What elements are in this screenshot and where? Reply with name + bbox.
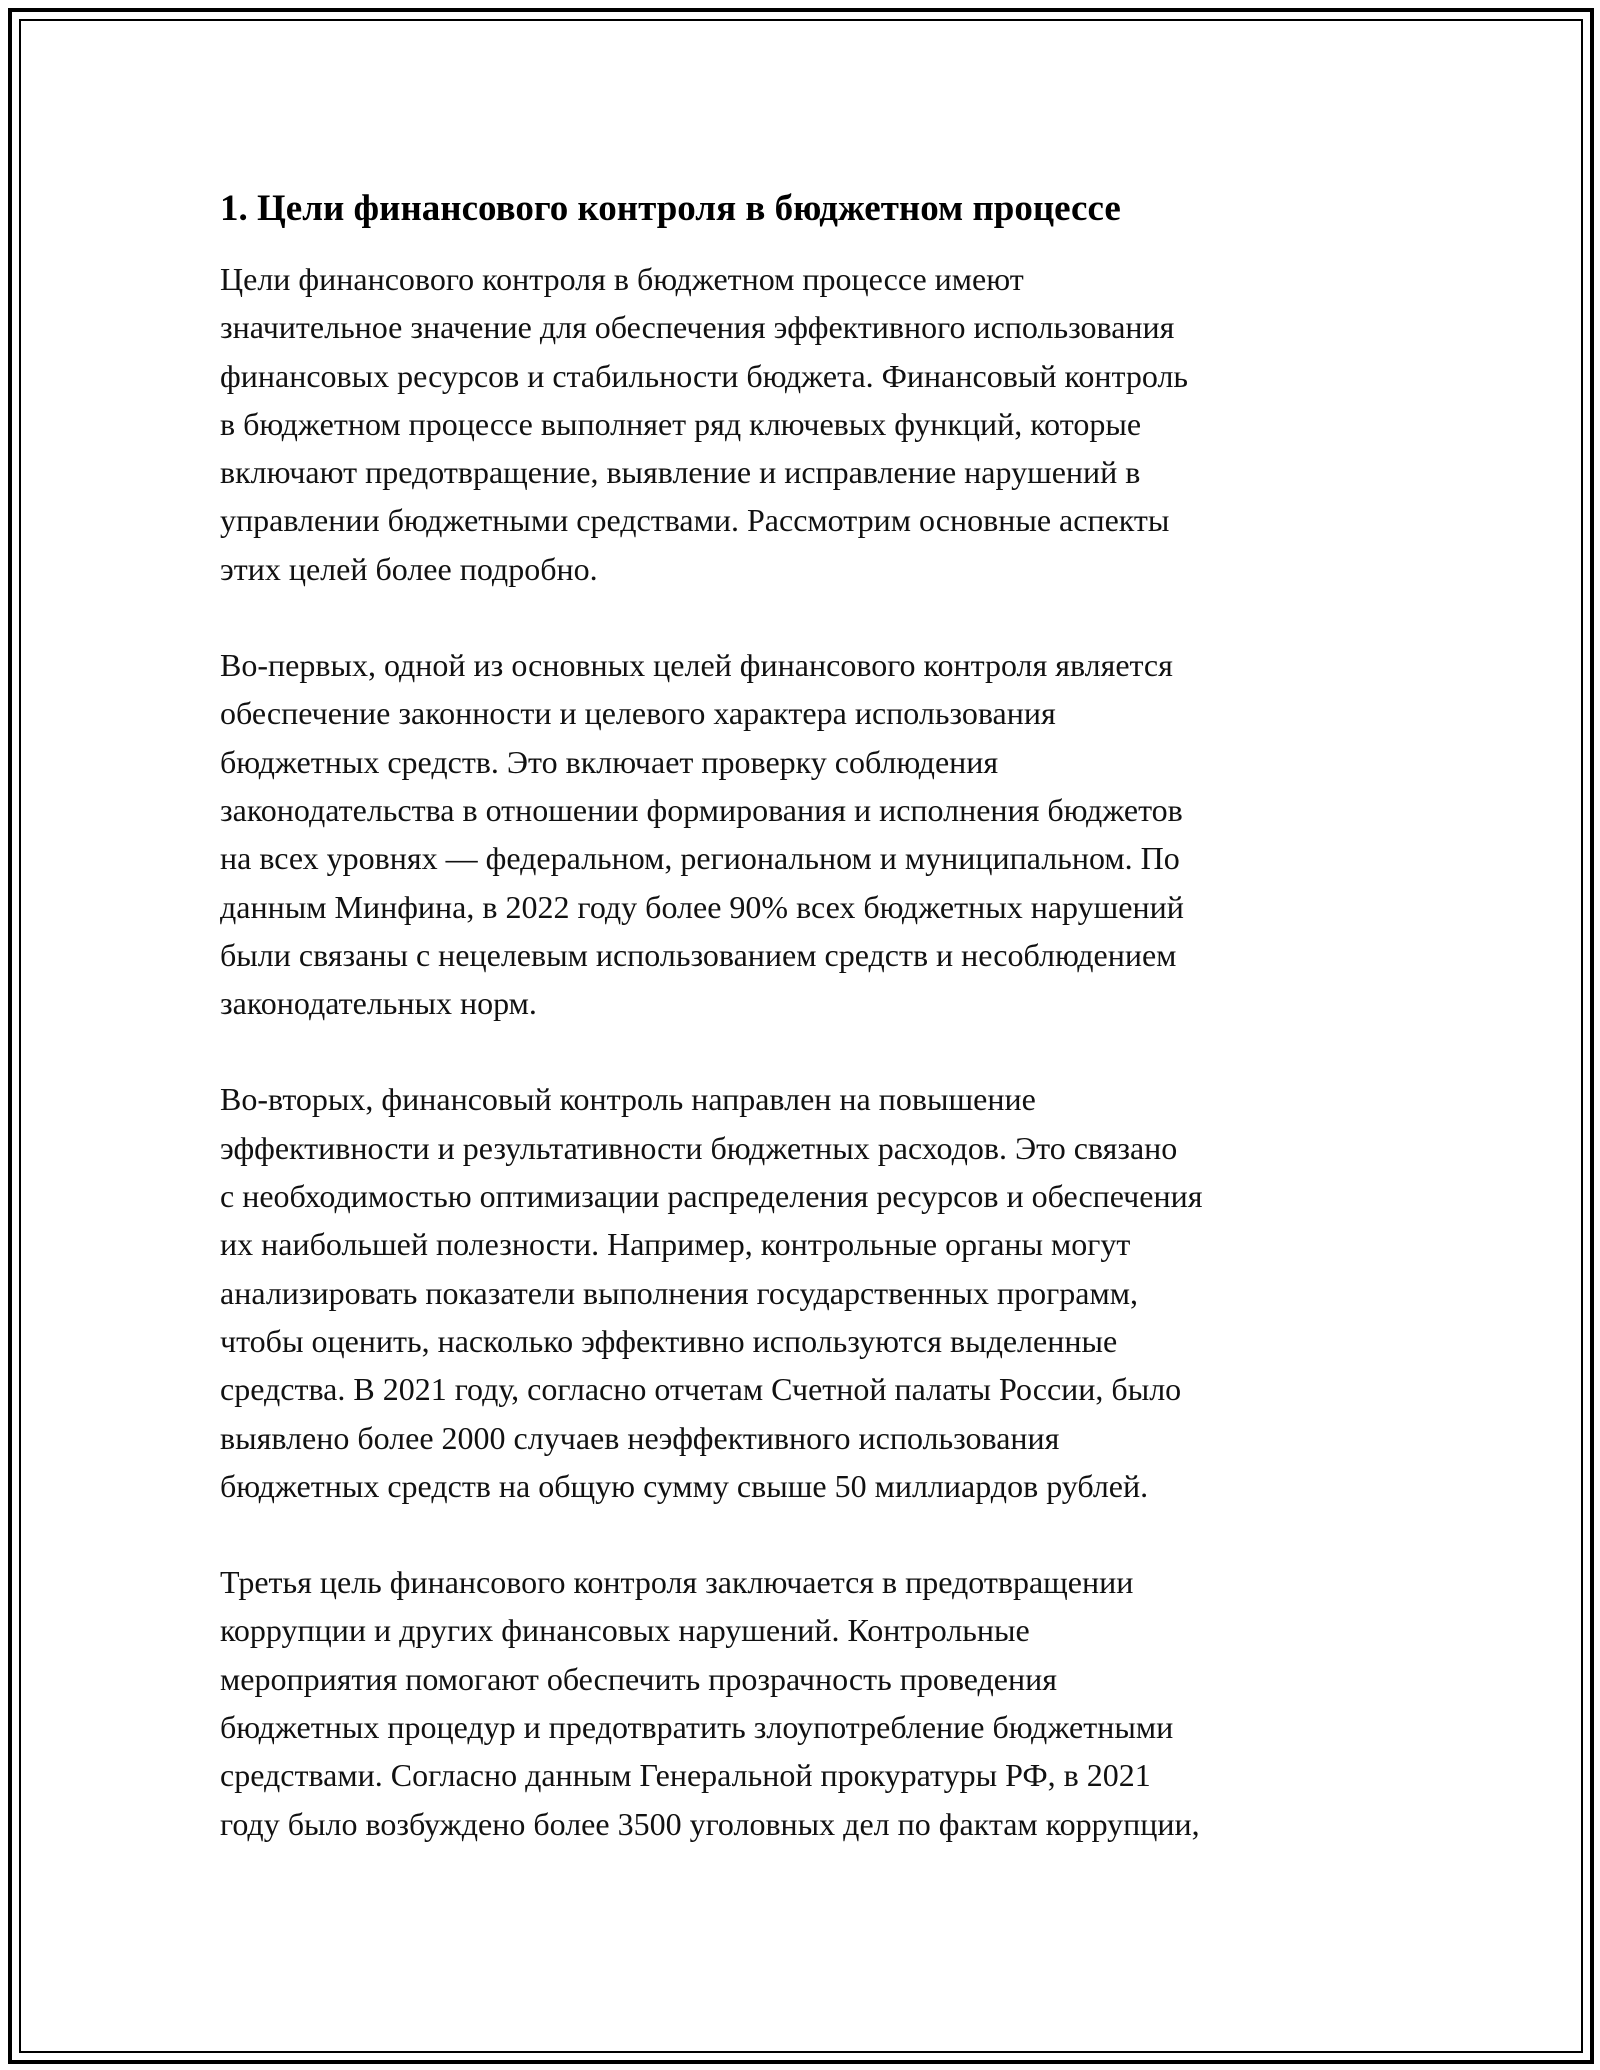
text-line: Третья цель финансового контроля заключается в предотвращении [220,1564,1134,1601]
paragraph-2 [220,641,1380,1027]
text-line: средствами. Согласно данным Генеральной прокуратуры РФ, в 2021 [220,1757,1151,1794]
text-line: выявлено более 2000 случаев неэффективного использования [220,1419,1060,1456]
text-line: в бюджетном процессе выполняет ряд ключевых функций, которые [220,405,1142,442]
text-line: законодательных норм. [220,985,537,1022]
text-line: финансовых ресурсов и стабильности бюджета. Финансовый контроль [220,357,1188,394]
text-line: средства. В 2021 году, согласно отчетам Счетной палаты России, было [220,1371,1182,1408]
text-line: с необходимостью оптимизации распределения ресурсов и обеспечения [220,1178,1203,1215]
text-line: включают предотвращение, выявление и исправление нарушений в [220,454,1141,491]
text-line: чтобы оценить, насколько эффективно используются выделенные [220,1322,1118,1359]
document-body [220,185,1380,1896]
text-line: Во-первых, одной из основных целей финансового контроля является [220,647,1173,684]
text-line: данным Минфина, в 2022 году более 90% всех бюджетных нарушений [220,888,1184,925]
text-line: эффективности и результативности бюджетных расходов. Это связано [220,1129,1178,1166]
text-line: анализировать показатели выполнения государственных программ, [220,1274,1138,1311]
text-line: управлении бюджетными средствами. Рассмотрим основные аспекты [220,502,1170,539]
text-line: были связаны с нецелевым использованием средств и несоблюдением [220,936,1177,973]
text-line: коррупции и других финансовых нарушений. Контрольные [220,1612,1030,1649]
text-line: значительное значение для обеспечения эффективного использования [220,309,1175,346]
text-line: обеспечение законности и целевого характера использования [220,695,1056,732]
text-line: Цели финансового контроля в бюджетном процессе имеют [220,261,1024,297]
paragraph-3 [220,1075,1380,1510]
text-line: их наибольшей полезности. Например, контрольные органы могут [220,1226,1131,1263]
text-line: году было возбуждено более 3500 уголовных дел по фактам коррупции, [220,1805,1200,1842]
paragraph-4 [220,1558,1380,1848]
text-line: мероприятия помогают обеспечить прозрачность проведения [220,1660,1057,1697]
text-line: бюджетных средств на общую сумму свыше 50 миллиардов рублей. [220,1467,1149,1504]
text-line: на всех уровнях — федеральном, региональном и муниципальном. По [220,840,1180,877]
paragraph-1 [220,255,1380,593]
text-line: этих целей более подробно. [220,550,598,587]
text-line: законодательства в отношении формирования и исполнения бюджетов [220,791,1183,828]
text-line: бюджетных процедур и предотвратить злоупотребление бюджетными [220,1709,1174,1746]
text-line: Во-вторых, финансовый контроль направлен на повышение [220,1081,1036,1118]
section-heading: 1. Цели финансового контроля в бюджетном процессе [220,188,1121,229]
text-line: бюджетных средств. Это включает проверку соблюдения [220,743,999,780]
